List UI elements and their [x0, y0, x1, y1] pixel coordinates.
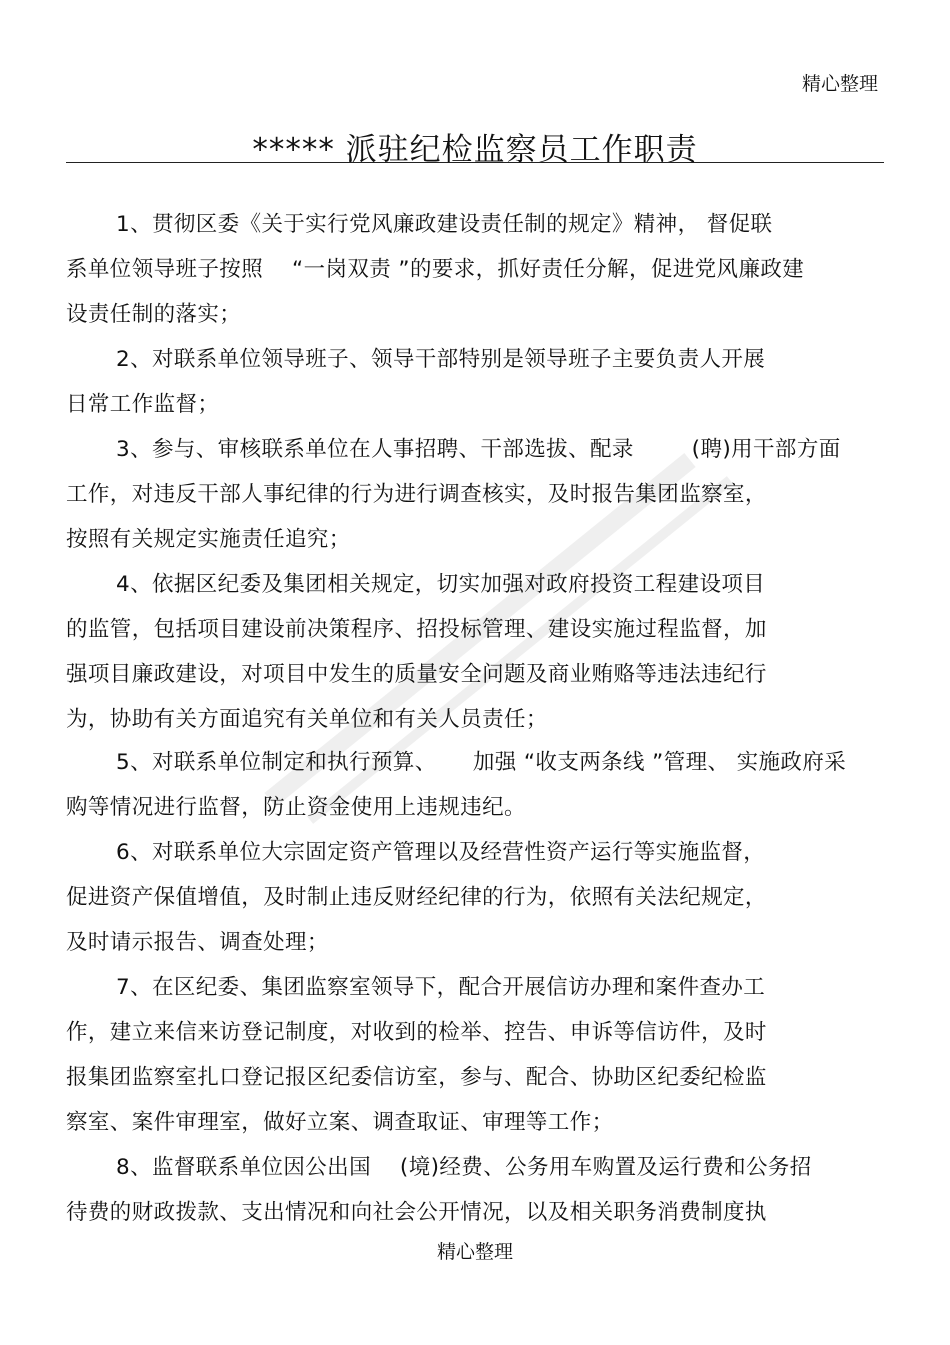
paragraph-4-line-4: 为，协助有关方面追究有关单位和有关人员责任；: [66, 707, 548, 732]
paragraph-6-line-1: 6、对联系单位大宗固定资产管理以及经营性资产运行等实施监督，: [116, 840, 766, 865]
title-underline: [66, 162, 884, 163]
paragraph-3-line-3: 按照有关规定实施责任追究；: [66, 527, 351, 552]
paragraph-4-line-2: 的监管，包括项目建设前决策程序、招投标管理、建设实施过程监督，加: [66, 617, 767, 642]
paragraph-1-line-1: 1、贯彻区委《关于实行党风廉政建设责任制的规定》精神， 督促联: [116, 212, 773, 237]
paragraph-7-line-1: 7、在区纪委、集团监察室领导下，配合开展信访办理和案件查办工: [116, 975, 766, 1000]
paragraph-1-line-3: 设责任制的落实；: [66, 302, 242, 327]
paragraph-2-line-2: 日常工作监督；: [66, 392, 220, 417]
paragraph-4-line-3: 强项目廉政建设，对项目中发生的质量安全问题及商业贿赂等违法违纪行: [66, 662, 767, 687]
footer-note: 精心整理: [436, 1241, 513, 1263]
document-title: ***** 派驻纪检监察员工作职责: [252, 132, 698, 168]
paragraph-1-line-2: 系单位领导班子按照 “一岗双责 ”的要求，抓好责任分解，促进党风廉政建: [66, 257, 805, 282]
paragraph-7-line-3: 报集团监察室扎口登记报区纪委信访室，参与、配合、协助区纪委纪检监: [66, 1065, 767, 1090]
paragraph-7-line-4: 察室、案件审理室，做好立案、调查取证、审理等工作；: [66, 1110, 614, 1135]
paragraph-3-line-1: 3、参与、审核联系单位在人事招聘、干部选拔、配录 (聘)用干部方面: [116, 437, 841, 462]
paragraph-4-line-1: 4、依据区纪委及集团相关规定，切实加强对政府投资工程建设项目: [116, 572, 766, 597]
paragraph-5-line-2: 购等情况进行监督，防止资金使用上违规违纪。: [66, 795, 526, 820]
paragraph-7-line-2: 作，建立来信来访登记制度，对收到的检举、控告、申诉等信访件，及时: [66, 1020, 767, 1045]
paragraph-8-line-2: 待费的财政拨款、支出情况和向社会公开情况，以及相关职务消费制度执: [66, 1200, 767, 1225]
paragraph-8-line-1: 8、监督联系单位因公出国 (境)经费、公务用车购置及运行费和公务招: [116, 1155, 812, 1180]
paragraph-5-line-1: 5、对联系单位制定和执行预算、 加强 “收支两条线 ”管理、 实施政府采: [116, 750, 847, 775]
paragraph-2-line-1: 2、对联系单位领导班子、领导干部特别是领导班子主要负责人开展: [116, 347, 766, 372]
paragraph-6-line-2: 促进资产保值增值，及时制止违反财经纪律的行为，依照有关法纪规定，: [66, 885, 767, 910]
paragraph-3-line-2: 工作，对违反干部人事纪律的行为进行调查核实，及时报告集团监察室，: [66, 482, 767, 507]
paragraph-6-line-3: 及时请示报告、调查处理；: [66, 930, 329, 955]
header-note: 精心整理: [801, 73, 878, 95]
